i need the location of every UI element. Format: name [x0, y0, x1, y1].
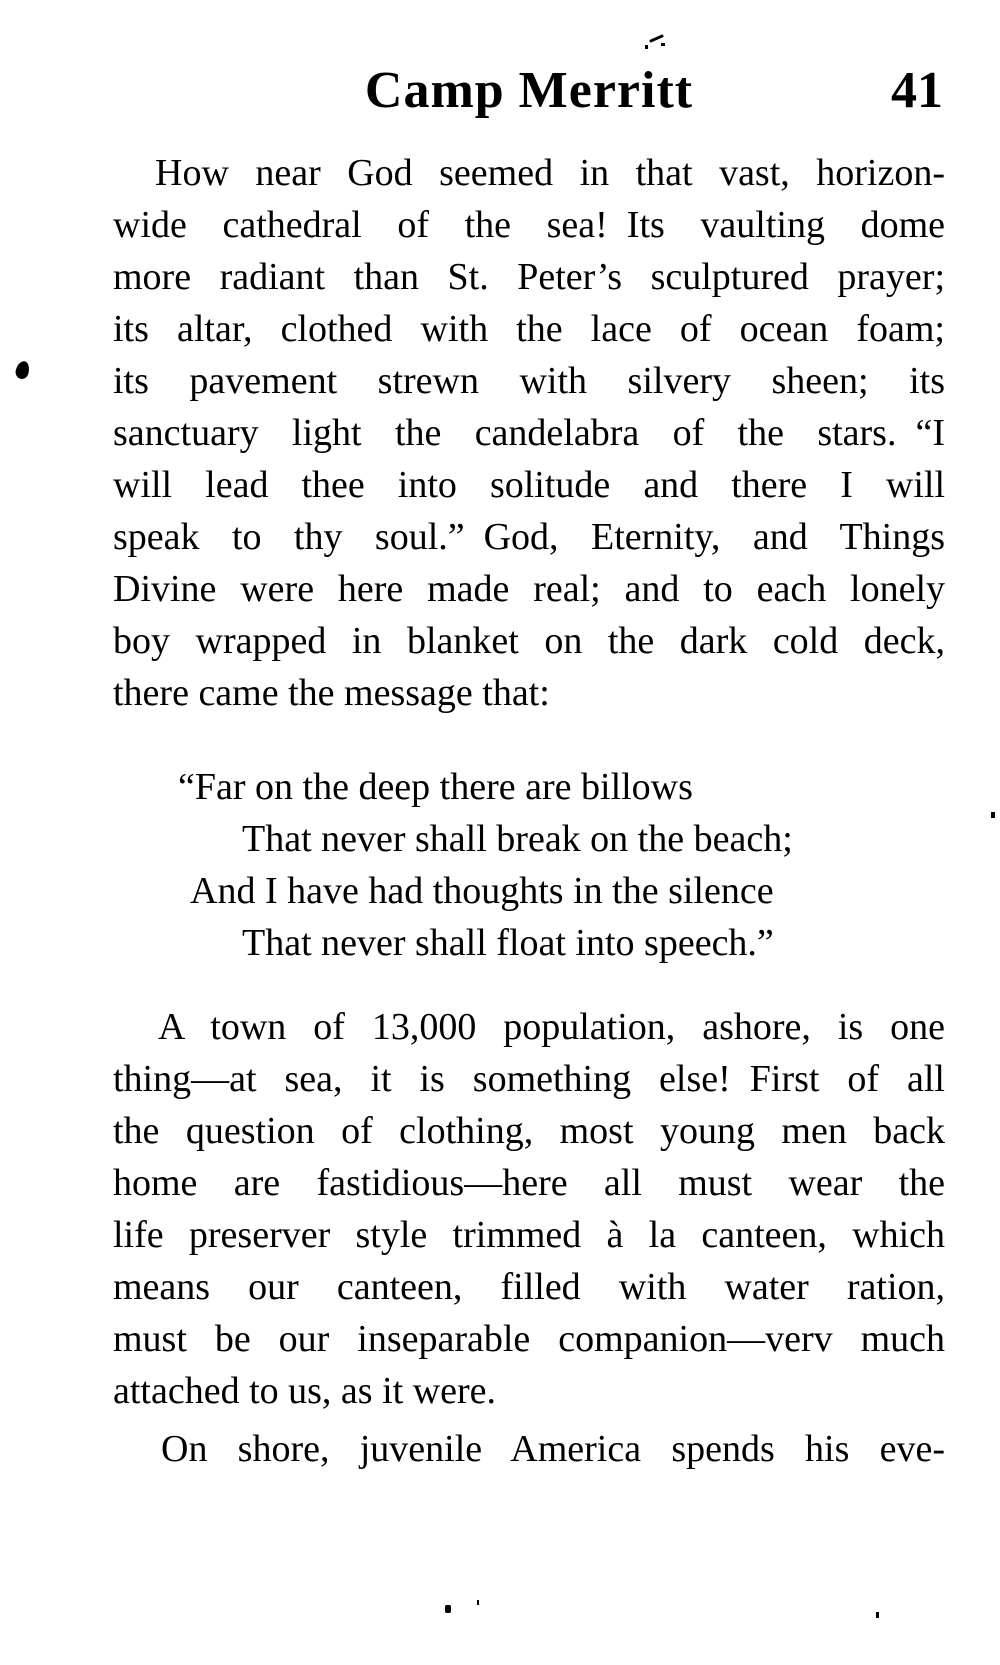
text-line: must be our inseparable companion—verv much — [113, 1318, 945, 1360]
dust-speck — [445, 1605, 451, 1613]
text-line: sanctuary light the candelabra of the stars. “I — [113, 412, 945, 454]
text-line: its pavement strewn with silvery sheen; its — [113, 360, 945, 402]
text-line: A town of 13,000 population, ashore, is one — [158, 1006, 945, 1048]
text-line: will lead thee into solitude and there I will — [113, 464, 945, 506]
text-line: thing—at sea, it is something else! First of all — [113, 1058, 945, 1100]
text-line: boy wrapped in blanket on the dark cold deck, — [113, 620, 945, 662]
text-line: more radiant than St. Peter’s sculptured prayer; — [113, 256, 945, 298]
paragraph-1 — [113, 147, 945, 719]
running-title: Camp Merritt — [364, 62, 694, 119]
dust-speck — [991, 812, 995, 818]
poem-line: That never shall float into speech.” — [242, 922, 774, 964]
text-line: wide cathedral of the sea! Its vaulting dome — [113, 204, 945, 246]
text-line: there came the message that: — [113, 672, 550, 714]
text-line: its altar, clothed with the lace of ocean foam; — [113, 308, 945, 350]
dust-speck — [477, 1600, 479, 1605]
text-line: Divine were here made real; and to each lonely — [113, 568, 945, 610]
text-line: the question of clothing, most young men back — [113, 1110, 945, 1152]
ink-smudge-dot — [645, 45, 648, 49]
poem-line: “Far on the deep there are billows — [178, 766, 693, 808]
page-number: 41 — [891, 62, 943, 119]
ink-smudge — [644, 30, 670, 52]
ink-smudge-stroke — [649, 34, 664, 43]
dust-speck — [876, 1612, 879, 1618]
text-line: attached to us, as it were. — [113, 1370, 497, 1412]
ink-blob — [14, 360, 30, 380]
poem-line: And I have had thoughts in the silence — [190, 870, 774, 912]
poem-block — [113, 761, 945, 969]
text-line: life preserver style trimmed à la canteen, which — [113, 1214, 945, 1256]
text-line: means our canteen, filled with water ration, — [113, 1266, 945, 1308]
text-line: On shore, juvenile America spends his eve- — [161, 1428, 945, 1470]
text-line: home are fastidious—here all must wear the — [113, 1162, 945, 1204]
paragraph-2 — [113, 1001, 945, 1475]
text-line: How near God seemed in that vast, horizon- — [155, 152, 945, 194]
poem-line: That never shall break on the beach; — [242, 818, 793, 860]
text-line: speak to thy soul.” God, Eternity, and Things — [113, 516, 945, 558]
ink-smudge-dot — [661, 43, 665, 46]
page-header — [113, 62, 945, 120]
